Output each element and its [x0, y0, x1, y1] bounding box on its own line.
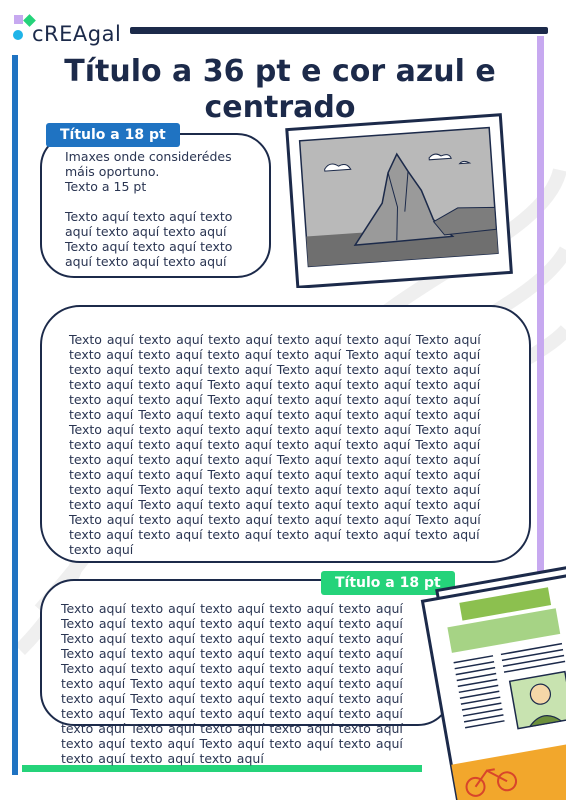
box1-line: aquí texto aquí texto aquí: [65, 254, 227, 269]
creagal-logo: [12, 14, 142, 44]
box2-paragraph: Texto aquí texto aquí texto aquí texto aquí texto aquí Texto aquí texto aquí texto aquí texto aquí texto aquí Texto aquí texto aquí texto aquí texto aquí texto aquí Texto aquí texto aquí texto aquí texto aquí texto aquí Texto aquí texto aquí texto aquí texto aquí texto aquí texto aquí Texto aquí texto aquí texto aquí texto aquí texto aquí Texto aquí texto aquí texto aquí texto aquí texto aquí Texto aquí texto aquí texto aquí texto aquí texto aquí Texto aquí texto aquí texto aquí texto aquí texto aquí texto aquí Texto aquí texto aquí texto aquí texto aquí Texto aquí texto aquí texto aquí texto aquí texto aquí Texto aquí texto aquí texto aquí texto aquí texto aquí Texto aquí texto aquí texto aquí texto aquí texto aquí texto aquí Texto aquí texto aquí texto aquí texto aquí texto aquí Texto aquí texto aquí texto aquí texto aquí texto aquí Texto aquí texto aquí texto aquí texto aquí texto aquí texto aquí texto aquí texto aquí: [69, 332, 481, 557]
text-box-large: [40, 305, 531, 563]
right-frame-bar: [537, 36, 544, 576]
logo-wordmark: cREAgal: [32, 22, 122, 46]
section-title-tag: Título a 18 pt: [46, 123, 180, 147]
left-frame-bar: [12, 55, 18, 775]
text-box-bottom: [40, 579, 452, 766]
box1-line: Texto aquí texto aquí texto: [65, 239, 233, 254]
section-title-tag: Título a 18 pt: [321, 571, 455, 595]
box1-line: Texto a 15 pt: [65, 179, 147, 194]
box1-line: Texto aquí texto aquí texto: [65, 209, 233, 224]
mountain-photo: [282, 112, 516, 288]
box1-line: máis oportuno.: [65, 164, 160, 179]
page-title: Título a 36 pt e cor azul e centrado: [64, 54, 496, 125]
newspaper-illustration: [395, 560, 566, 800]
box1-line: aquí texto aquí texto aquí: [65, 224, 227, 239]
top-frame-bar: [130, 27, 548, 34]
text-box-small: [40, 133, 271, 278]
box1-line: Imaxes onde considerédes: [65, 149, 232, 164]
box3-paragraph: Texto aquí texto aquí texto aquí texto aquí texto aquí Texto aquí texto aquí texto aquí texto aquí texto aquí Texto aquí texto aquí texto aquí texto aquí texto aquí Texto aquí texto aquí texto aquí texto aquí texto aquí Texto aquí texto aquí texto aquí texto aquí texto aquí texto aquí Texto aquí texto aquí texto aquí texto aquí texto aquí Texto aquí texto aquí texto aquí texto aquí texto aquí Texto aquí texto aquí texto aquí texto aquí texto aquí Texto aquí texto aquí texto aquí texto aquí texto aquí texto aquí Texto aquí texto aquí texto aquí texto aquí texto aquí texto aquí: [61, 601, 403, 766]
bottom-frame-bar: [22, 765, 422, 772]
